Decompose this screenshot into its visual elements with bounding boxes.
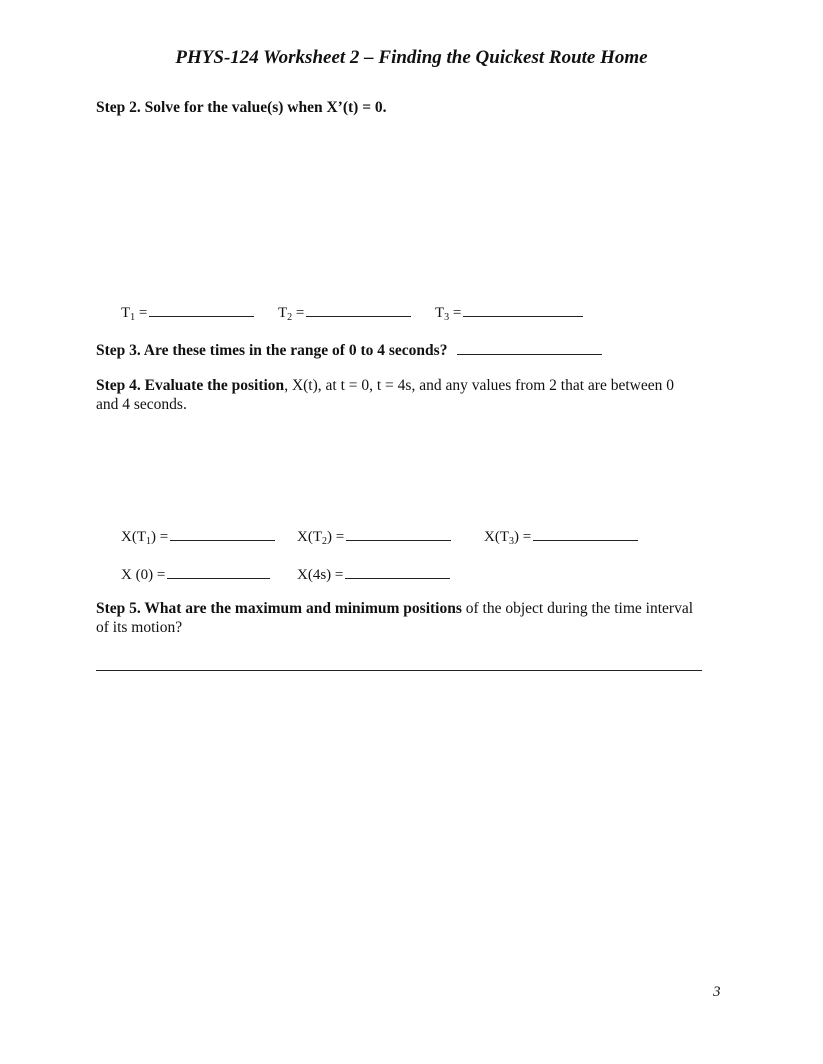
- step5-text: of the object during the time interval: [461, 600, 694, 617]
- t1-field: [121, 302, 254, 322]
- x0-field: [121, 564, 270, 584]
- t1-answer-blank[interactable]: [149, 302, 254, 317]
- t1-label: $T_1$ =: [121, 305, 148, 323]
- step3-row: [96, 340, 602, 360]
- x4s-label: X(4s) =: [297, 567, 344, 583]
- step2-prompt: Step 2. Solve for the value(s) when X’(t) = 0.: [96, 99, 387, 116]
- xt3-field: [484, 526, 638, 546]
- t3-field: [435, 302, 583, 322]
- step4-text: , X(t), at t = 0, t = 4s, and any values from 2 that are between 0: [284, 377, 674, 394]
- xt3-answer-blank[interactable]: [533, 526, 638, 541]
- step5-answer-line[interactable]: [96, 670, 702, 671]
- step3-prompt: Step 3. Are these times in the range of 0 to 4 seconds?: [96, 342, 448, 359]
- xt1-field: [121, 526, 275, 546]
- t2-label: $T_2$ =: [278, 305, 305, 323]
- xt1-answer-blank[interactable]: [170, 526, 275, 541]
- t3-answer-blank[interactable]: [463, 302, 583, 317]
- step5-prompt-line2: of its motion?: [96, 619, 183, 636]
- step4-bold-text: Step 4. Evaluate the position: [96, 377, 285, 394]
- step4-prompt: [96, 376, 674, 395]
- xt2-answer-blank[interactable]: [346, 526, 451, 541]
- t2-field: [278, 302, 411, 322]
- x0-answer-blank[interactable]: [167, 564, 270, 579]
- xt2-field: [297, 526, 451, 546]
- x4s-answer-blank[interactable]: [345, 564, 450, 579]
- t3-label: $T_3$ =: [435, 305, 462, 323]
- xt3-label: $X(T_3)$ =: [484, 529, 532, 547]
- page-number: 3: [713, 984, 721, 1000]
- step3-answer-blank[interactable]: [457, 340, 602, 355]
- t2-answer-blank[interactable]: [306, 302, 411, 317]
- xt2-label: $X(T_2)$ =: [297, 529, 345, 547]
- step5-bold-text: Step 5. What are the maximum and minimum positions: [96, 600, 462, 617]
- x4s-field: [297, 564, 450, 584]
- step5-prompt: [96, 599, 693, 618]
- worksheet-title: PHYS-124 Worksheet 2 – Finding the Quickest Route Home: [175, 47, 648, 68]
- x0-label: X (0) =: [121, 567, 166, 583]
- step4-prompt-line2: and 4 seconds.: [96, 396, 187, 413]
- xt1-label: $X(T_1)$ =: [121, 529, 169, 547]
